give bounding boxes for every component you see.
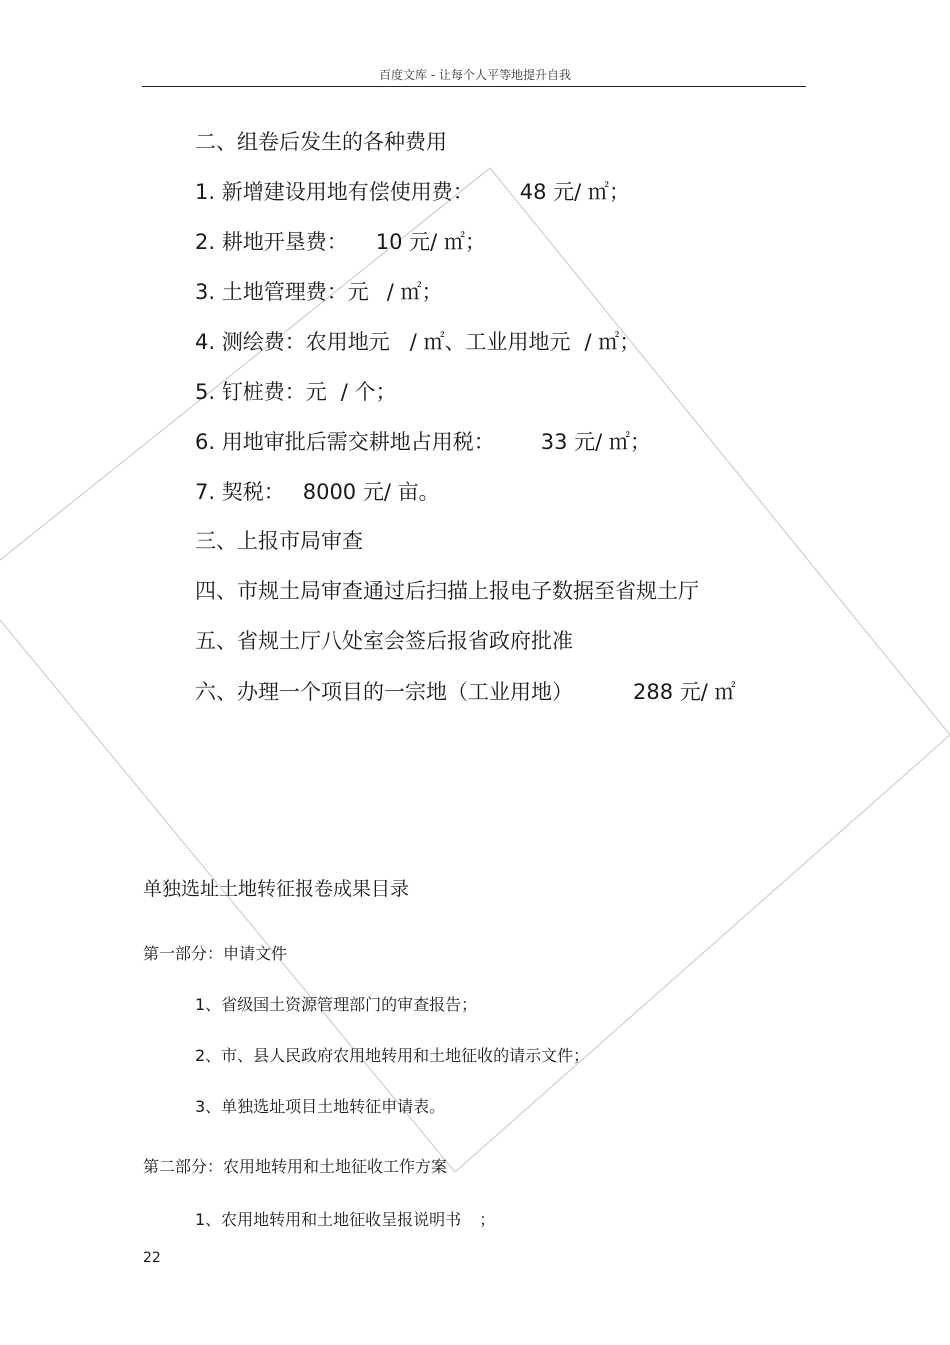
section-six-amount: 288 元/ ㎡	[633, 680, 736, 704]
fee-item-label: 4. 测绘费：农用地元	[195, 330, 390, 354]
fee-item-amount: 48 元/ ㎡；	[519, 180, 630, 204]
fee-item-amount-2: / ㎡；	[584, 330, 641, 354]
fee-item-4	[195, 327, 640, 357]
catalog-part-one-item: 3、单独选址项目土地转征申请表。	[195, 1097, 446, 1116]
fee-item-3	[195, 277, 442, 307]
section-two-title: 二、组卷后发生的各种费用	[195, 130, 447, 154]
catalog-part-one-item: 2、市、县人民政府农用地转用和土地征收的请示文件；	[195, 1046, 590, 1065]
fee-item-1	[195, 177, 630, 207]
fee-item-amount: 8000 元/ 亩。	[302, 480, 440, 504]
fee-item-6	[195, 427, 651, 457]
section-four-title: 四、市规土局审查通过后扫描上报电子数据至省规土厅	[195, 579, 699, 603]
section-three-title: 三、上报市局审查	[195, 529, 363, 553]
catalog-part-one-title: 第一部分：申请文件	[143, 944, 288, 963]
fee-item-amount: / ㎡、工业用地元	[409, 330, 571, 354]
catalog-part-two-title: 第二部分：农用地转用和土地征收工作方案	[143, 1157, 448, 1176]
catalog-part-one-item: 1、省级国土资源管理部门的审查报告；	[195, 995, 478, 1014]
header-divider	[142, 86, 806, 87]
catalog-item-text: 1、农用地转用和土地征收呈报说明书	[195, 1210, 462, 1229]
fee-item-label: 2. 耕地开垦费：	[195, 230, 348, 254]
fee-item-amount: / 个；	[340, 380, 397, 404]
catalog-title: 单独选址土地转征报卷成果目录	[143, 878, 410, 900]
section-six-label: 六、办理一个项目的一宗地（工业用地）	[195, 680, 573, 704]
section-five-title: 五、省规土厅八处室会签后报省政府批准	[195, 629, 573, 653]
fee-item-5	[195, 377, 396, 407]
fee-item-amount: 10 元/ ㎡；	[375, 230, 486, 254]
page-header: 百度文库 - 让每个人平等地提升自我	[379, 68, 571, 82]
fee-item-label: 5. 钉桩费：元	[195, 380, 327, 404]
fee-item-2	[195, 227, 486, 257]
fee-item-7	[195, 477, 440, 507]
fee-item-label: 7. 契税：	[195, 480, 285, 504]
section-six-title	[195, 677, 736, 707]
fee-item-amount: / ㎡；	[386, 280, 443, 304]
fee-item-label: 6. 用地审批后需交耕地占用税：	[195, 430, 495, 454]
page-number: 22	[143, 1250, 161, 1266]
fee-item-amount: 33 元/ ㎡；	[540, 430, 651, 454]
catalog-item-suffix: ；	[479, 1210, 496, 1229]
fee-item-label: 1. 新增建设用地有偿使用费：	[195, 180, 474, 204]
catalog-part-two-item	[195, 1208, 495, 1232]
fee-item-label: 3. 土地管理费：元	[195, 280, 369, 304]
